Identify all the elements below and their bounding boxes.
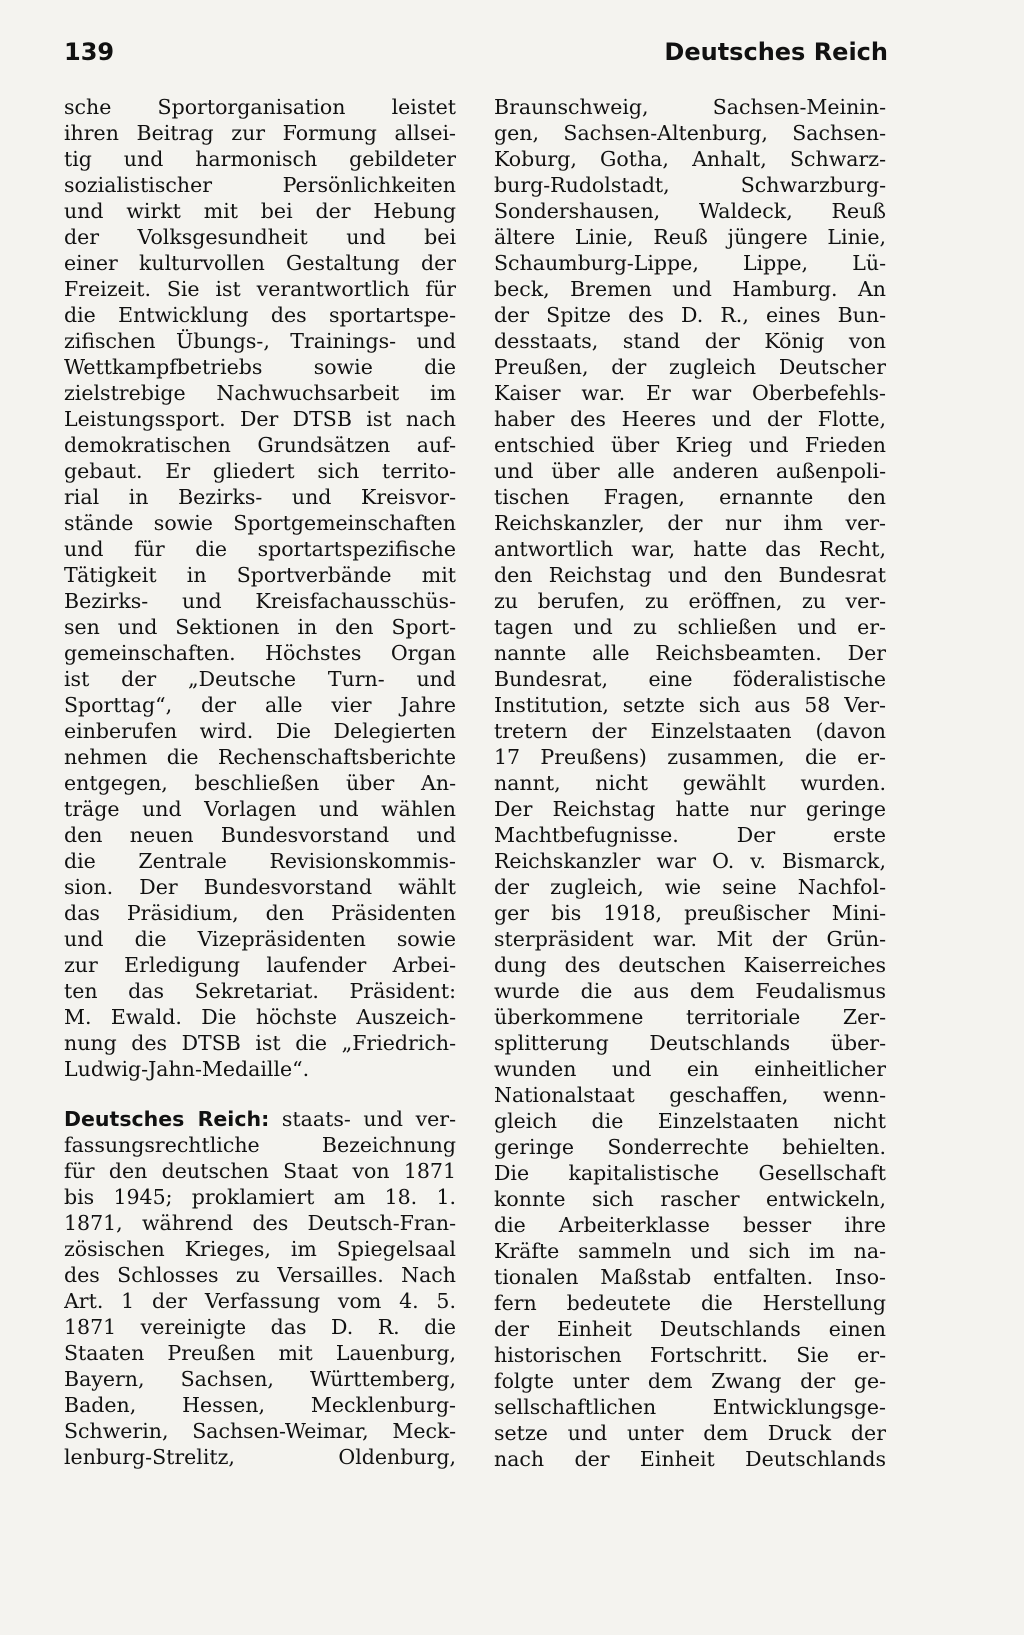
text-line: Schwerin, Sachsen-Weimar, Meck- [64,1419,456,1443]
text-line: Koburg, Gotha, Anhalt, Schwarz- [494,147,886,171]
text-line: Leistungssport. Der DTSB ist nach [64,407,456,431]
text-line: der Einheit Deutschlands einen [494,1317,886,1341]
text-line: überkommene territoriale Zer- [494,1005,886,1029]
text-line: bis 1945; proklamiert am 18. 1. [64,1185,456,1209]
left-column [64,94,456,1470]
text-line: desstaats, stand der König von [494,329,886,353]
text-line: gen, Sachsen-Altenburg, Sachsen- [494,121,886,145]
text-line: zifischen Übungs-, Trainings- und [64,329,456,353]
text-line: zösischen Krieges, im Spiegelsaal [64,1237,456,1261]
text-line: sen und Sektionen in den Sport- [64,615,456,639]
text-line: träge und Vorlagen und wählen [64,797,456,821]
text-line: Bayern, Sachsen, Württemberg, [64,1367,456,1391]
text-line: wurde die aus dem Feudalismus [494,979,886,1003]
text-line: Bezirks- und Kreisfachausschüs- [64,589,456,613]
running-head: Deutsches Reich [664,38,888,66]
text-line: lenburg-Strelitz, Oldenburg, [64,1445,456,1469]
text-line: sozialistischer Persönlichkeiten [64,173,456,197]
text-line: Kräfte sammeln und sich im na- [494,1239,886,1263]
text-line: fern bedeutete die Herstellung [494,1291,886,1315]
text-line: Schaumburg-Lippe, Lippe, Lü- [494,251,886,275]
text-line: konnte sich rascher entwickeln, [494,1187,886,1211]
text-line: Art. 1 der Verfassung vom 4. 5. [64,1289,456,1313]
text-line: tagen und zu schließen und er- [494,615,886,639]
text-line: zielstrebige Nachwuchsarbeit im [64,381,456,405]
text-line: die Entwicklung des sportartspe- [64,303,456,327]
text-line: die Arbeiterklasse besser ihre [494,1213,886,1237]
text-line: nung des DTSB ist die „Friedrich- [64,1031,456,1055]
paragraph-dtsb-continuation [64,94,456,1082]
text-line: und die Vizepräsidenten sowie [64,927,456,951]
text-line: Sondershausen, Waldeck, Reuß [494,199,886,223]
text-line: zur Erledigung laufender Arbei- [64,953,456,977]
text-line: Reichskanzler, der nur ihm ver- [494,511,886,535]
text-line: 17 Preußens) zusammen, die er- [494,745,886,769]
text-line: Preußen, der zugleich Deutscher [494,355,886,379]
text-line: Staaten Preußen mit Lauenburg, [64,1341,456,1365]
text-line: gebaut. Er gliedert sich territo- [64,459,456,483]
text-line: tig und harmonisch gebildeter [64,147,456,171]
text-line: Wettkampfbetriebs sowie die [64,355,456,379]
text-line: Bundesrat, eine föderalistische [494,667,886,691]
text-line: ger bis 1918, preußischer Mini- [494,901,886,925]
text-line: 1871 vereinigte das D. R. die [64,1315,456,1339]
text-line: gleich die Einzelstaaten nicht [494,1109,886,1133]
text-line: nach der Einheit Deutschlands [494,1447,886,1471]
text-line: haber des Heeres und der Flotte, [494,407,886,431]
text-line: wunden und ein einheitlicher [494,1057,886,1081]
text-line: nannte alle Reichsbeamten. Der [494,641,886,665]
text-line: zu berufen, zu eröffnen, zu ver- [494,589,886,613]
right-column [494,94,886,1472]
text-line: ist der „Deutsche Turn- und [64,667,456,691]
text-line: 1871, während des Deutsch-Fran- [64,1211,456,1235]
text-line: geringe Sonderrechte behielten. [494,1135,886,1159]
text-line: dung des deutschen Kaiserreiches [494,953,886,977]
text-line: Sporttag“, der alle vier Jahre [64,693,456,717]
text-line: Ludwig-Jahn-Medaille“. [64,1057,310,1081]
text-line: sellschaftlichen Entwicklungsge- [494,1395,886,1419]
text-line: sion. Der Bundesvorstand wählt [64,875,456,899]
text-line: beck, Bremen und Hamburg. An [494,277,886,301]
text-line: der Volksgesundheit und bei [64,225,456,249]
text-line: M. Ewald. Die höchste Auszeich- [64,1005,456,1029]
text-line: den Reichstag und den Bundesrat [494,563,886,587]
text-line: einer kulturvollen Gestaltung der [64,251,456,275]
page-number: 139 [64,38,115,66]
text-line: fassungsrechtliche Bezeichnung [64,1133,456,1157]
text-line: und wirkt mit bei der Hebung [64,199,456,223]
text-line: und über alle anderen außenpoli- [494,459,886,483]
text-line: antwortlich war, hatte das Recht, [494,537,886,561]
text-line: Machtbefugnisse. Der erste [494,823,886,847]
text-line: folgte unter dem Zwang der ge- [494,1369,886,1393]
text-line: Kaiser war. Er war Oberbefehls- [494,381,886,405]
text-line: Nationalstaat geschaffen, wenn- [494,1083,886,1107]
paragraph-gap [64,1082,456,1106]
text-line: und für die sportartspezifische [64,537,456,561]
text-line: historischen Fortschritt. Sie er- [494,1343,886,1367]
text-line: Die kapitalistische Gesellschaft [494,1161,886,1185]
text-line: für den deutschen Staat von 1871 [64,1159,456,1183]
entry-first-line [64,1106,456,1132]
text-line: Der Reichstag hatte nur geringe [494,797,886,821]
text-line: setze und unter dem Druck der [494,1421,886,1445]
text-line: die Zentrale Revisionskommis- [64,849,456,873]
text-line: entgegen, beschließen über An- [64,771,456,795]
entry-first-line-text: staats- und ver- [269,1107,456,1131]
text-line: ältere Linie, Reuß jüngere Linie, [494,225,886,249]
text-line: tischen Fragen, ernannte den [494,485,886,509]
entry-headword: Deutsches Reich: [64,1107,270,1131]
text-line: der Spitze des D. R., eines Bun- [494,303,886,327]
text-line: demokratischen Grundsätzen auf- [64,433,456,457]
text-line: den neuen Bundesvorstand und [64,823,456,847]
text-line: gemeinschaften. Höchstes Organ [64,641,456,665]
text-line: Reichskanzler war O. v. Bismarck, [494,849,886,873]
entry-deutsches-reich [64,1106,456,1470]
text-line: Freizeit. Sie ist verantwortlich für [64,277,456,301]
text-line: nannt, nicht gewählt wurden. [494,771,886,795]
text-line: tretern der Einzelstaaten (davon [494,719,886,743]
text-line: entschied über Krieg und Frieden [494,433,886,457]
text-line: das Präsidium, den Präsidenten [64,901,456,925]
text-line: einberufen wird. Die Delegierten [64,719,456,743]
text-line: tionalen Maßstab entfalten. Inso- [494,1265,886,1289]
text-line: Baden, Hessen, Mecklenburg- [64,1393,456,1417]
text-line: ihren Beitrag zur Formung allsei- [64,121,456,145]
text-line: des Schlosses zu Versailles. Nach [64,1263,456,1287]
text-line: burg-Rudolstadt, Schwarzburg- [494,173,886,197]
text-line: der zugleich, wie seine Nachfol- [494,875,886,899]
text-line: Tätigkeit in Sportverbände mit [64,563,456,587]
text-line: sterpräsident war. Mit der Grün- [494,927,886,951]
text-line: rial in Bezirks- und Kreisvor- [64,485,456,509]
text-line: nehmen die Rechenschaftsberichte [64,745,456,769]
text-line: sche Sportorganisation leistet [64,95,456,119]
text-line: splitterung Deutschlands über- [494,1031,886,1055]
text-line: stände sowie Sportgemeinschaften [64,511,456,535]
text-line: Braunschweig, Sachsen-Meinin- [494,95,886,119]
text-line: ten das Sekretariat. Präsident: [64,979,456,1003]
text-line: Institution, setzte sich aus 58 Ver- [494,693,886,717]
